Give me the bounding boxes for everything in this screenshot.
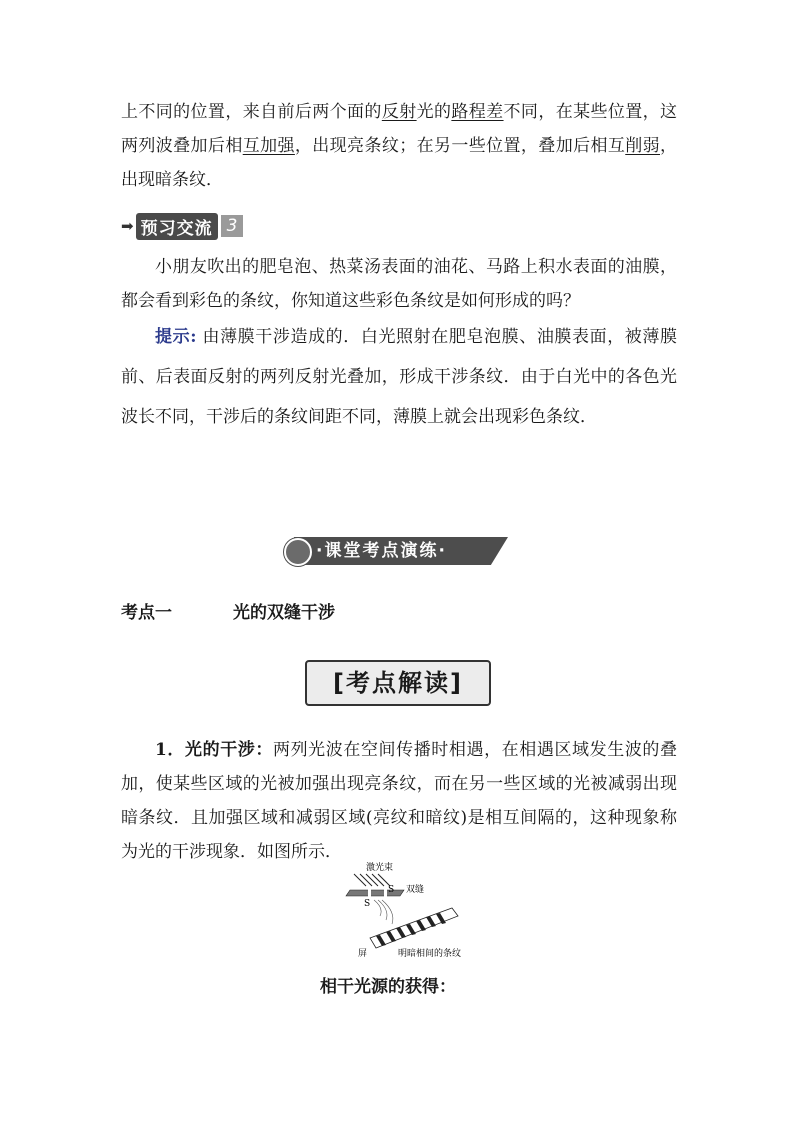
preview-exchange-tag <box>121 213 243 239</box>
beam-label: 激光束 <box>366 863 394 873</box>
screen-label: 屏 <box>358 949 368 958</box>
point1-text: 两列光波在空间传播时相遇，在相遇区域发生波的叠加，使某些区域的光被加强出现亮条纹，而在另一些区域的光被减弱出现暗条纹．且加强区域和减弱区域(亮纹和暗纹)是相互间隔的，这种现象称为光的干涉现象．如图所示． <box>121 740 677 862</box>
tag-label: 预习交流 <box>136 213 218 240</box>
underlined-term: 路程差 <box>451 102 504 122</box>
hint-paragraph <box>121 317 677 437</box>
laser-beam-arrows <box>354 874 390 886</box>
point1-label: 1．光的干涉： <box>155 740 273 760</box>
question-paragraph: 小朋友吹出的肥皂泡、热菜汤表面的油花、马路上积水表面的油膜，都会看到彩色的条纹，你知道这些彩色条纹是如何形成的吗？ <box>121 257 677 311</box>
double-slit-figure <box>340 860 470 958</box>
underlined-term: 削弱 <box>625 136 661 156</box>
s1-label: S <box>364 899 371 909</box>
underlined-term: 互加强 <box>242 136 295 156</box>
intro-paragraph <box>121 95 677 197</box>
arrow-icon: ➡ <box>121 217 134 235</box>
text-run: 光的 <box>416 102 452 122</box>
slits-label: 双缝 <box>406 885 425 895</box>
text-run: ，出现亮条纹；在另一些位置，叠加后相互 <box>294 136 626 156</box>
kaodian-title: 光的双缝干涉 <box>233 603 335 623</box>
text-run: 上不同的位置，来自前后两个面的 <box>121 102 382 122</box>
tag-number: 3 <box>221 215 244 237</box>
banner-circle-icon <box>284 538 312 566</box>
banner-text: ·课堂考点演练· <box>316 541 447 561</box>
section-banner <box>284 537 510 565</box>
section-heading: [考点解读] <box>305 660 491 706</box>
slit-two <box>384 889 387 897</box>
wavefronts <box>374 900 393 924</box>
slit-plate <box>346 890 404 896</box>
underlined-term: 反射 <box>381 102 417 122</box>
text-run: ，出现暗条纹． <box>121 136 678 190</box>
hint-text: 由薄膜干涉造成的．白光照射在肥皂泡膜、油膜表面，被薄膜前、后表面反射的两列反射光叠加，形成干涉条纹．由于白光中的各色光波长不同，干涉后的条纹间距不同，薄膜上就会出现彩色条纹． <box>121 327 678 427</box>
point1-paragraph <box>121 733 677 869</box>
slit-one <box>368 889 371 897</box>
fringes-label: 明暗相间的条纹 <box>398 949 462 958</box>
hint-label: 提示: <box>155 327 197 347</box>
figure-caption: 相干光源的获得： <box>320 977 456 997</box>
s2-label: S <box>388 885 395 895</box>
text-run: 不同，在某些位置，这两列波叠加后相 <box>121 102 678 156</box>
kaodian-number: 考点一 <box>121 603 172 623</box>
